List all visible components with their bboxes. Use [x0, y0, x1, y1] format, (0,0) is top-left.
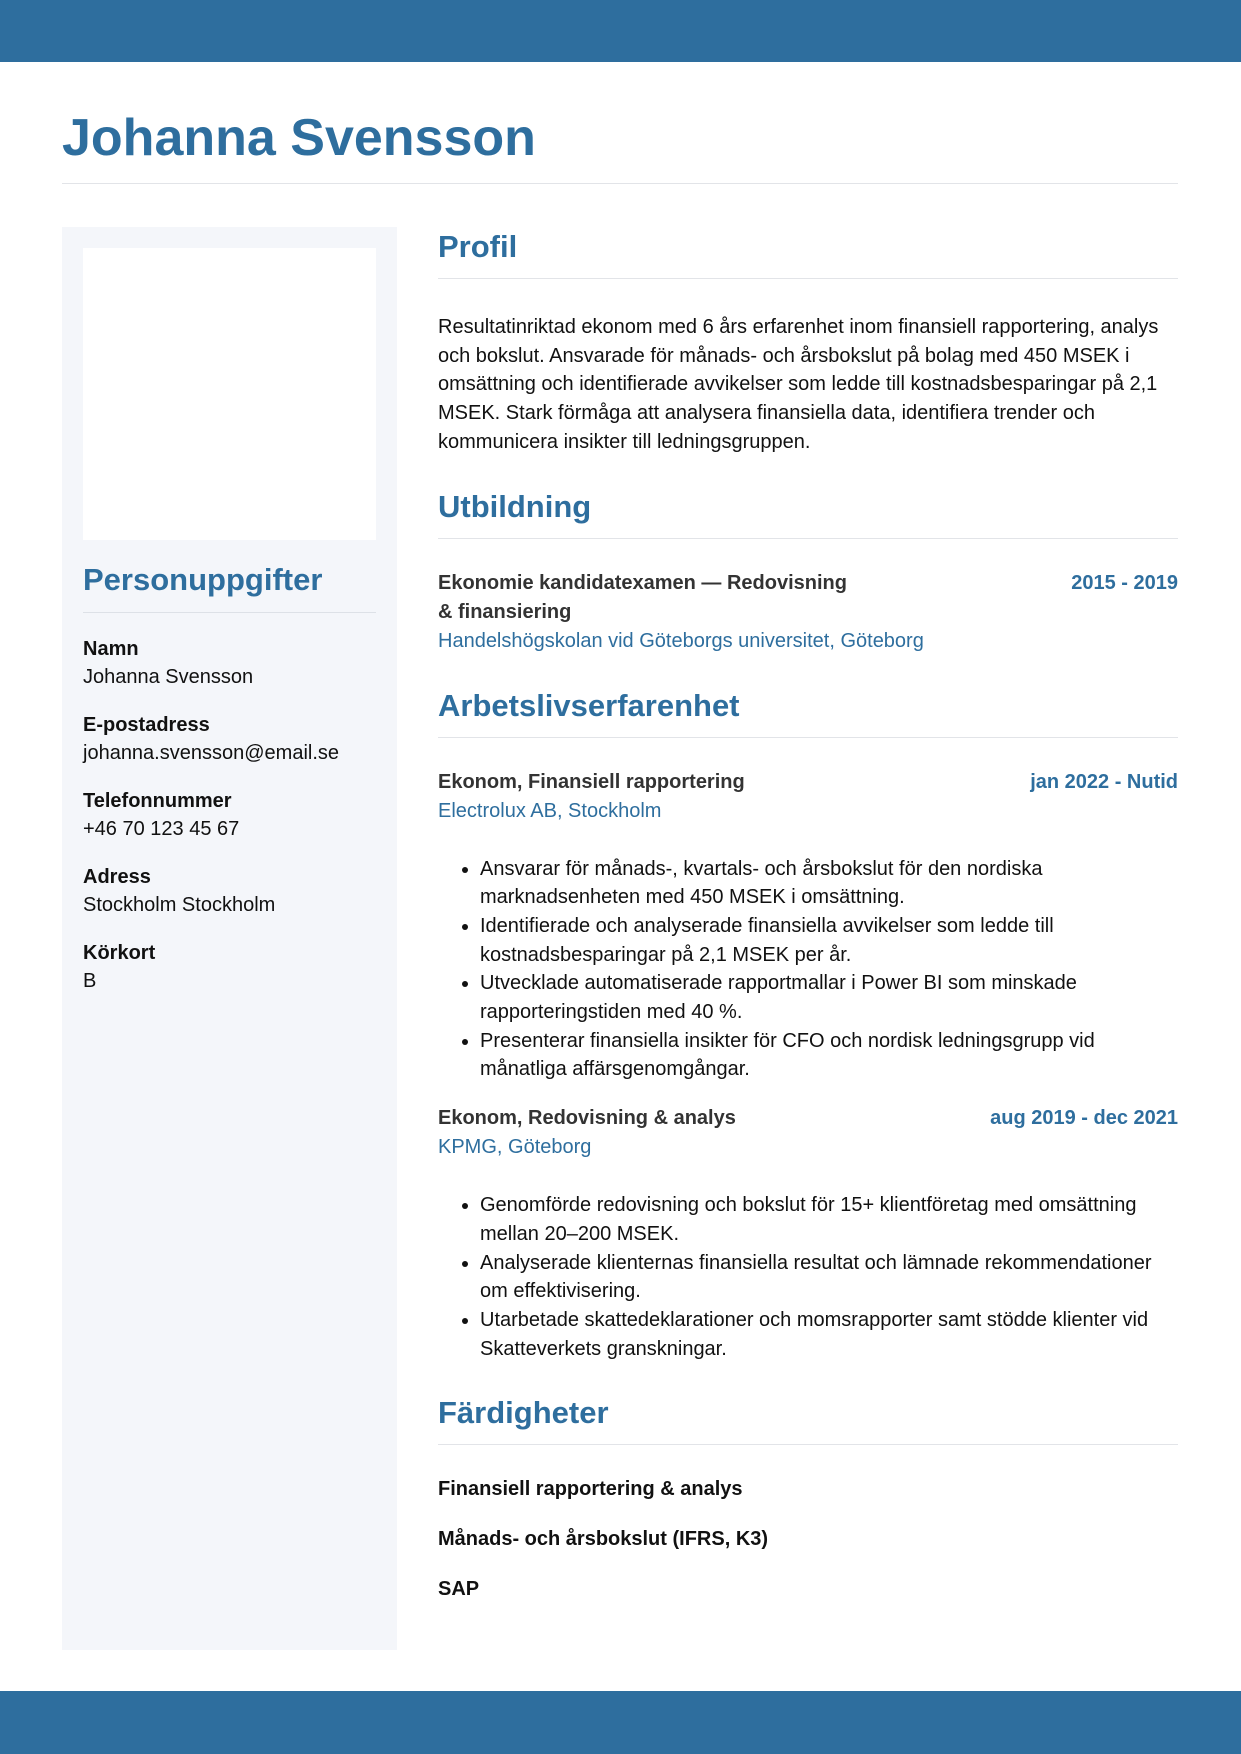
skills-section	[438, 1393, 1178, 1603]
entry-header	[438, 768, 1178, 797]
degree-title-line: & finansiering	[438, 600, 572, 623]
skill-item: Månads- och årsbokslut (IFRS, K3)	[438, 1528, 769, 1551]
skills-list	[438, 1475, 1178, 1603]
field-label: Adress	[83, 866, 151, 888]
field-address	[83, 863, 383, 919]
experience-section	[438, 686, 1178, 1364]
list-item: • Ansvarar för månads-, kvartals- och årsbokslut för den nordiska marknadsenheten med 450 MSEK i omsättning.	[480, 855, 1178, 912]
list-item: • Utarbetade skattedeklarationer och momsrapporter samt stödde klienter vid Skatteverkets granskningar.	[480, 1306, 1178, 1363]
section-divider	[438, 737, 1178, 738]
education-heading: Utbildning	[438, 488, 592, 524]
list-item: • Analyserade klienternas finansiella resultat och lämnade rekommendationer om effektivisering.	[480, 1249, 1178, 1306]
page-title: Johanna Svensson	[62, 109, 536, 167]
footer-bar	[0, 1691, 1241, 1754]
sidebar-divider	[83, 612, 376, 613]
job-entry	[438, 768, 1178, 1085]
degree-title-line: Ekonomie kandidatexamen — Redovisning	[438, 571, 847, 594]
field-value: Stockholm Stockholm	[83, 894, 276, 916]
list-item: • Identifierade och analyserade finansiella avvikelser som ledde till kostnadsbesparingar på 2,1 MSEK per år.	[480, 912, 1178, 969]
job-date: jan 2022 - Nutid	[1030, 770, 1178, 793]
entry-header	[438, 569, 1178, 627]
job-entry	[438, 1104, 1178, 1363]
profile-text: Resultatinriktad ekonom med 6 års erfarenhet inom finansiell rapportering, analys och bokslut. Ansvarade för månads- och årsbokslut på bolag med 450 MSEK i omsättning och identifierade avvikelser som ledde till kostnadsbesparingar på 2,1 MSEK. Stark förmåga att analysera finansiella data, identifiera trender och kommunicera insikter till ledningsgruppen.	[438, 316, 1159, 453]
field-email	[83, 711, 383, 767]
skill-item: Finansiell rapportering & analys	[438, 1478, 743, 1501]
profile-photo-placeholder	[83, 248, 376, 540]
field-label: Körkort	[83, 942, 156, 964]
header-bar	[0, 0, 1241, 62]
personal-info-list	[83, 635, 383, 1015]
profile-section	[438, 227, 1178, 457]
degree-title	[438, 569, 847, 627]
profile-heading: Profil	[438, 229, 518, 264]
field-value: B	[83, 970, 97, 992]
title-divider	[62, 183, 1178, 184]
field-label: Telefonnummer	[83, 790, 232, 812]
field-label: E-postadress	[83, 714, 210, 736]
job-title: Ekonom, Redovisning & analys	[438, 1107, 736, 1130]
field-value: johanna.svensson@email.se	[83, 742, 340, 764]
job-bullets	[438, 855, 1178, 1085]
field-name	[83, 635, 383, 691]
list-item: • Utvecklade automatiserade rapportmallar i Power BI som minskade rapporteringstiden med 40 %.	[480, 969, 1178, 1026]
field-value: Johanna Svensson	[83, 666, 254, 688]
company-name: Electrolux AB, Stockholm	[438, 799, 662, 822]
section-divider	[438, 538, 1178, 539]
section-divider	[438, 278, 1178, 279]
field-label: Namn	[83, 638, 139, 660]
field-license	[83, 939, 383, 995]
list-item: • Presenterar finansiella insikter för CFO och nordisk ledningsgrupp vid månatliga affärsgenomgångar.	[480, 1027, 1178, 1084]
education-section	[438, 487, 1178, 656]
school-name: Handelshögskolan vid Göteborgs universitet, Göteborg	[438, 629, 924, 652]
education-entry	[438, 569, 1178, 656]
field-value: +46 70 123 45 67	[83, 818, 240, 840]
sidebar	[62, 227, 397, 1650]
skills-heading: Färdigheter	[438, 1395, 609, 1431]
skill-item: SAP	[438, 1578, 480, 1601]
list-item: • Genomförde redovisning och bokslut för 15+ klientföretag med omsättning mellan 20–200 MSEK.	[480, 1191, 1178, 1248]
company-name: KPMG, Göteborg	[438, 1136, 592, 1159]
main-content	[438, 227, 1178, 1603]
experience-heading: Arbetslivserfarenhet	[438, 687, 740, 723]
entry-header	[438, 1104, 1178, 1133]
field-phone	[83, 787, 383, 843]
section-divider	[438, 1444, 1178, 1445]
job-bullets	[438, 1191, 1178, 1363]
personal-info-heading: Personuppgifter	[83, 562, 323, 597]
job-date: aug 2019 - dec 2021	[990, 1107, 1178, 1130]
education-date: 2015 - 2019	[1071, 571, 1178, 594]
job-title: Ekonom, Finansiell rapportering	[438, 770, 745, 793]
